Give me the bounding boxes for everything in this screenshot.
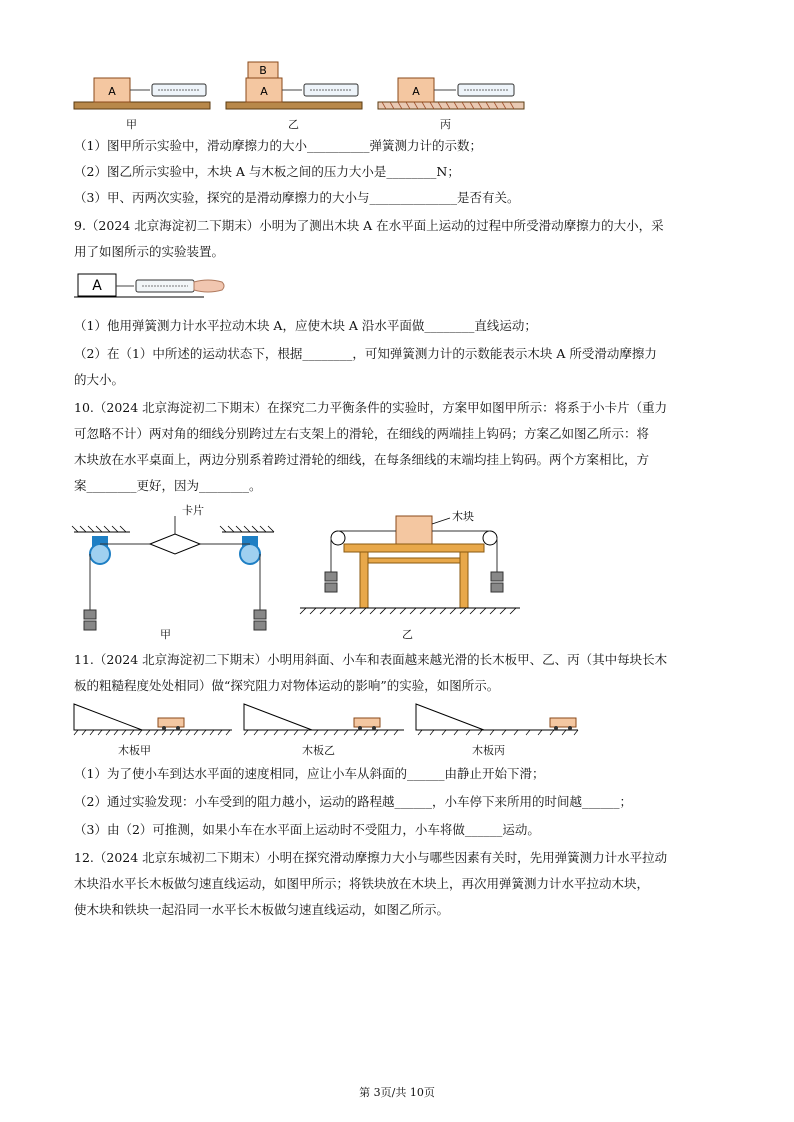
- block-a-label: A: [108, 85, 116, 98]
- wood-block: [396, 516, 432, 544]
- setup-bing: [378, 78, 524, 109]
- q12-stem-line-3: 使木块和铁块一起沿同一水平长木板做匀速直线运动，如图乙所示。: [74, 902, 450, 917]
- q9-part-1: （1）他用弹簧测力计水平拉动木块 A，应使木块 A 沿水平面做________直线运动；: [74, 318, 537, 333]
- table-leg: [460, 552, 468, 608]
- hook-weight: [254, 610, 266, 619]
- q8-part-1: （1）图甲所示实验中，滑动摩擦力的大小__________弹簧测力计的示数；: [74, 138, 482, 153]
- table-leg: [360, 552, 368, 608]
- friction-experiment-figure: [70, 58, 530, 128]
- q11-part-1: （1）为了使小车到达水平面的速度相同，应让小车从斜面的______由静止开始下滑；: [74, 766, 545, 781]
- hook-weight: [491, 572, 503, 581]
- right-pulley: [483, 531, 497, 545]
- q11-stem-line-1: 11.（2024 北京海淀初二下期末）小明用斜面、小车和表面越来越光滑的长木板甲、乙、丙（其中每块长木: [74, 652, 668, 667]
- q11-part-2: （2）通过实验发现：小车受到的阻力越小，运动的路程越______，小车停下来所用的时间越______；: [74, 794, 632, 809]
- card-label: 卡片: [182, 504, 204, 517]
- q8-part-2: （2）图乙所示实验中，木块 A 与木板之间的压力大小是________N；: [74, 164, 460, 179]
- hook-weight: [254, 621, 266, 630]
- left-pulley: [331, 531, 345, 545]
- right-pulley: [240, 544, 260, 564]
- hook-weight: [325, 572, 337, 581]
- setup-yi: [226, 62, 362, 109]
- q11-incline-figure: [72, 700, 582, 740]
- q9-part-2-line-1: （2）在（1）中所述的运动状态下，根据________，可知弹簧测力计的示数能表示木块 A 所受滑动摩擦力: [74, 346, 657, 361]
- block-label: 木块: [452, 510, 474, 523]
- block-a-label: A: [412, 85, 420, 98]
- toy-car: [550, 718, 576, 727]
- table-top: [344, 544, 484, 552]
- q9-stem-line-1: 9.（2024 北京海淀初二下期末）小明为了测出木块 A 在水平面上运动的过程中所受滑动摩擦力的大小，采: [74, 218, 664, 233]
- q9-stem-line-2: 用了如图所示的实验装置。: [74, 244, 225, 259]
- q9-part-2-line-2: 的大小。: [74, 372, 125, 387]
- board-label-bing: 木板丙: [472, 744, 505, 757]
- board-jia-setup: [74, 704, 232, 735]
- hook-weight: [84, 621, 96, 630]
- q10-figure-jia: [70, 502, 280, 642]
- hand-icon: [194, 280, 224, 292]
- q11-part-3: （3）由（2）可推测，如果小车在水平面上运动时不受阻力，小车将做______运动。: [74, 822, 540, 837]
- small-card: [150, 534, 200, 554]
- incline: [244, 704, 312, 730]
- q8-part-3: （3）甲、丙两次实验，探究的是滑动摩擦力的大小与______________是否有关。: [74, 190, 520, 205]
- q10-stem-line-2: 可忽略不计）两对角的细线分别跨过左右支架上的滑轮，在细线的两端挂上钩码；方案乙如图乙所示：将: [74, 426, 650, 441]
- setup-jia: [74, 78, 210, 109]
- board-bing-setup: [416, 704, 578, 735]
- caption-yi: 乙: [288, 118, 299, 131]
- caption-jia: 甲: [126, 118, 137, 131]
- toy-car: [158, 718, 184, 727]
- caption-yi: 乙: [402, 628, 413, 641]
- q10-stem-line-3: 木块放在水平桌面上，两边分别系着跨过滑轮的细线，在每条细线的末端均挂上钩码。两个方案相比，方: [74, 452, 650, 467]
- incline: [416, 704, 484, 730]
- block-a-label: A: [92, 278, 102, 294]
- wood-board: [74, 102, 210, 109]
- page-number: 第 3页/共 10页: [359, 1086, 435, 1099]
- q12-stem-line-2: 木块沿水平长木板做匀速直线运动，如图甲所示；将铁块放在木块上，再次用弹簧测力计水平拉动木块，: [74, 876, 650, 891]
- left-pulley: [90, 544, 110, 564]
- board-label-yi: 木板乙: [302, 744, 335, 757]
- q10-figure-yi: [296, 504, 526, 644]
- q12-stem-line-1: 12.（2024 北京东城初二下期末）小明在探究滑动摩擦力大小与哪些因素有关时，先用弹簧测力计水平拉动: [74, 850, 668, 865]
- q10-stem-line-4: 案________更好，因为________。: [74, 478, 262, 493]
- incline: [74, 704, 142, 730]
- hook-weight: [84, 610, 96, 619]
- board-yi-setup: [244, 704, 404, 735]
- caption-bing: 丙: [440, 118, 451, 131]
- caption-jia: 甲: [160, 628, 171, 641]
- hook-weight: [325, 583, 337, 592]
- toy-car: [354, 718, 380, 727]
- board-label-jia: 木板甲: [118, 744, 151, 757]
- q9-apparatus-figure: [74, 270, 234, 302]
- q10-stem-line-1: 10.（2024 北京海淀初二下期末）在探究二力平衡条件的实验时，方案甲如图甲所示：将系于小卡片（重力: [74, 400, 668, 415]
- wood-board: [226, 102, 362, 109]
- block-a-label: A: [260, 85, 268, 98]
- hook-weight: [491, 583, 503, 592]
- block-b-label: B: [259, 64, 267, 77]
- q11-stem-line-2: 板的粗糙程度处处相同）做“探究阻力对物体运动的影响”的实验，如图所示。: [74, 678, 500, 693]
